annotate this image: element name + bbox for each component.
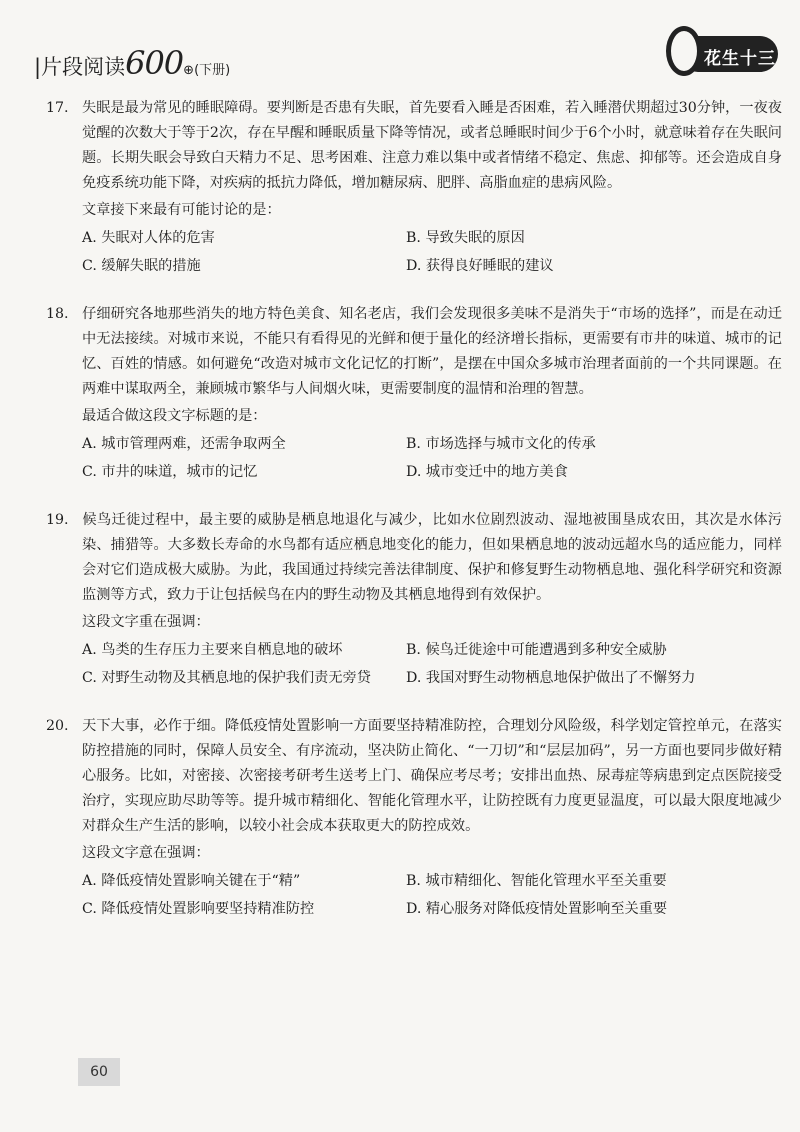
option-list: [82, 224, 782, 280]
question-prompt: 最适合做这段文字标题的是：: [82, 408, 267, 424]
option-b[interactable]: B. 城市精细化、智能化管理水平至关重要: [406, 873, 667, 889]
option-a[interactable]: A. 降低疫情处置影响关键在于“精”: [82, 873, 301, 889]
option-b[interactable]: B. 导致失眠的原因: [406, 230, 525, 246]
question-passage: 仔细研究各地那些消失的地方特色美食、知名老店，我们会发现很多美味不是消失于“市场的选择”，而是在动迁中无法接续。对城市来说，不能只有看得见的光鲜和便于量化的经济增长指标，更需要有市井的味道、城市的记忆、百姓的情感。如何避免“改造对城市文化记忆的打断”，是摆在中国众多城市治理者面前的一个共同课题。在两难中谋取两全，兼顾城市繁华与人间烟火味，更需要制度的温情和治理的智慧。: [82, 306, 782, 397]
question-number: 18.: [46, 306, 69, 322]
option-d[interactable]: D. 精心服务对降低疫情处置影响至关重要: [406, 901, 668, 917]
option-a[interactable]: A. 城市管理两难，还需争取两全: [82, 436, 286, 452]
option-b[interactable]: B. 候鸟迁徙途中可能遭遇到多种安全威胁: [406, 642, 667, 658]
option-list: [82, 867, 782, 923]
book-title-suffix: (下册): [194, 63, 231, 78]
option-c[interactable]: C. 缓解失眠的措施: [82, 258, 201, 274]
page-number: 60: [78, 1058, 120, 1086]
question-number: 20.: [46, 718, 69, 734]
question-number: 17.: [46, 100, 69, 116]
question-18: [46, 302, 782, 486]
option-list: [82, 430, 782, 486]
option-c[interactable]: C. 市井的味道，城市的记忆: [82, 464, 258, 480]
book-title-prefix: |片段阅读: [34, 55, 126, 79]
book-title: [34, 44, 230, 82]
question-prompt: 文章接下来最有可能讨论的是：: [82, 202, 281, 218]
page-header: [0, 0, 800, 90]
option-d[interactable]: D. 城市变迁中的地方美食: [406, 464, 568, 480]
question-20: [46, 714, 782, 923]
option-list: [82, 636, 782, 692]
option-b[interactable]: B. 市场选择与城市文化的传承: [406, 436, 596, 452]
option-a[interactable]: A. 失眠对人体的危害: [82, 230, 215, 246]
question-prompt: 这段文字意在强调：: [82, 845, 210, 861]
question-19: [46, 508, 782, 692]
option-d[interactable]: D. 获得良好睡眠的建议: [406, 258, 554, 274]
question-passage: 失眠是最为常见的睡眠障碍。要判断是否患有失眠，首先要看入睡是否困难，若入睡潜伏期超过30分钟，一夜夜觉醒的次数大于等于2次，存在早醒和睡眠质量下降等情况，或者总睡眠时间少于6个小时，就意味着存在失眠问题。长期失眠会导致白天精力不足、思考困难、注意力难以集中或者情绪不稳定、焦虑、抑郁等。还会造成自身免疫系统功能下降，对疾病的抵抗力降低，增加糖尿病、肥胖、高脂血症的患病风险。: [82, 100, 782, 191]
question-list: [46, 96, 782, 945]
option-c[interactable]: C. 对野生动物及其栖息地的保护我们责无旁贷: [82, 670, 371, 686]
question-17: [46, 96, 782, 280]
question-prompt: 这段文字重在强调：: [82, 614, 210, 630]
question-number: 19.: [46, 512, 69, 528]
book-title-number: 600: [125, 44, 184, 82]
option-d[interactable]: D. 我国对野生动物栖息地保护做出了不懈努力: [406, 670, 696, 686]
option-a[interactable]: A. 鸟类的生存压力主要来自栖息地的破坏: [82, 642, 343, 658]
peanut-swirl-icon: [666, 26, 702, 76]
question-passage: 候鸟迁徙过程中，最主要的威胁是栖息地退化与减少，比如水位剧烈波动、湿地被围垦成农田，其次是水体污染、捕猎等。大多数长寿命的水鸟都有适应栖息地变化的能力，但如果栖息地的波动远超水鸟的适应能力，同样会对它们造成极大威胁。为此，我国通过持续完善法律制度、保护和修复野生动物栖息地、强化科学研究和资源监测等方式，致力于让包括候鸟在内的野生动物及其栖息地得到有效保护。: [82, 512, 782, 603]
option-c[interactable]: C. 降低疫情处置影响要坚持精准防控: [82, 901, 315, 917]
book-title-mark: ⊕: [183, 63, 195, 78]
question-passage: 天下大事，必作于细。降低疫情处置影响一方面要坚持精准防控，合理划分风险级，科学划定管控单元，在落实防控措施的同时，保障人员安全、有序流动，坚决防止简化、“一刀切”和“层层加码”，另一方面也要同步做好精心服务。比如，对密接、次密接考研考生送考上门、确保应考尽考；安排出血热、尿毒症等病患到定点医院接受治疗，实现应助尽助等等。提升城市精细化、智能化管理水平，让防控既有力度更显温度，可以最大限度地减少对群众生产生活的影响，以较小社会成本获取更大的防控成效。: [82, 718, 782, 834]
logo-text: 花生十三: [704, 49, 776, 69]
publisher-logo: [664, 26, 780, 76]
